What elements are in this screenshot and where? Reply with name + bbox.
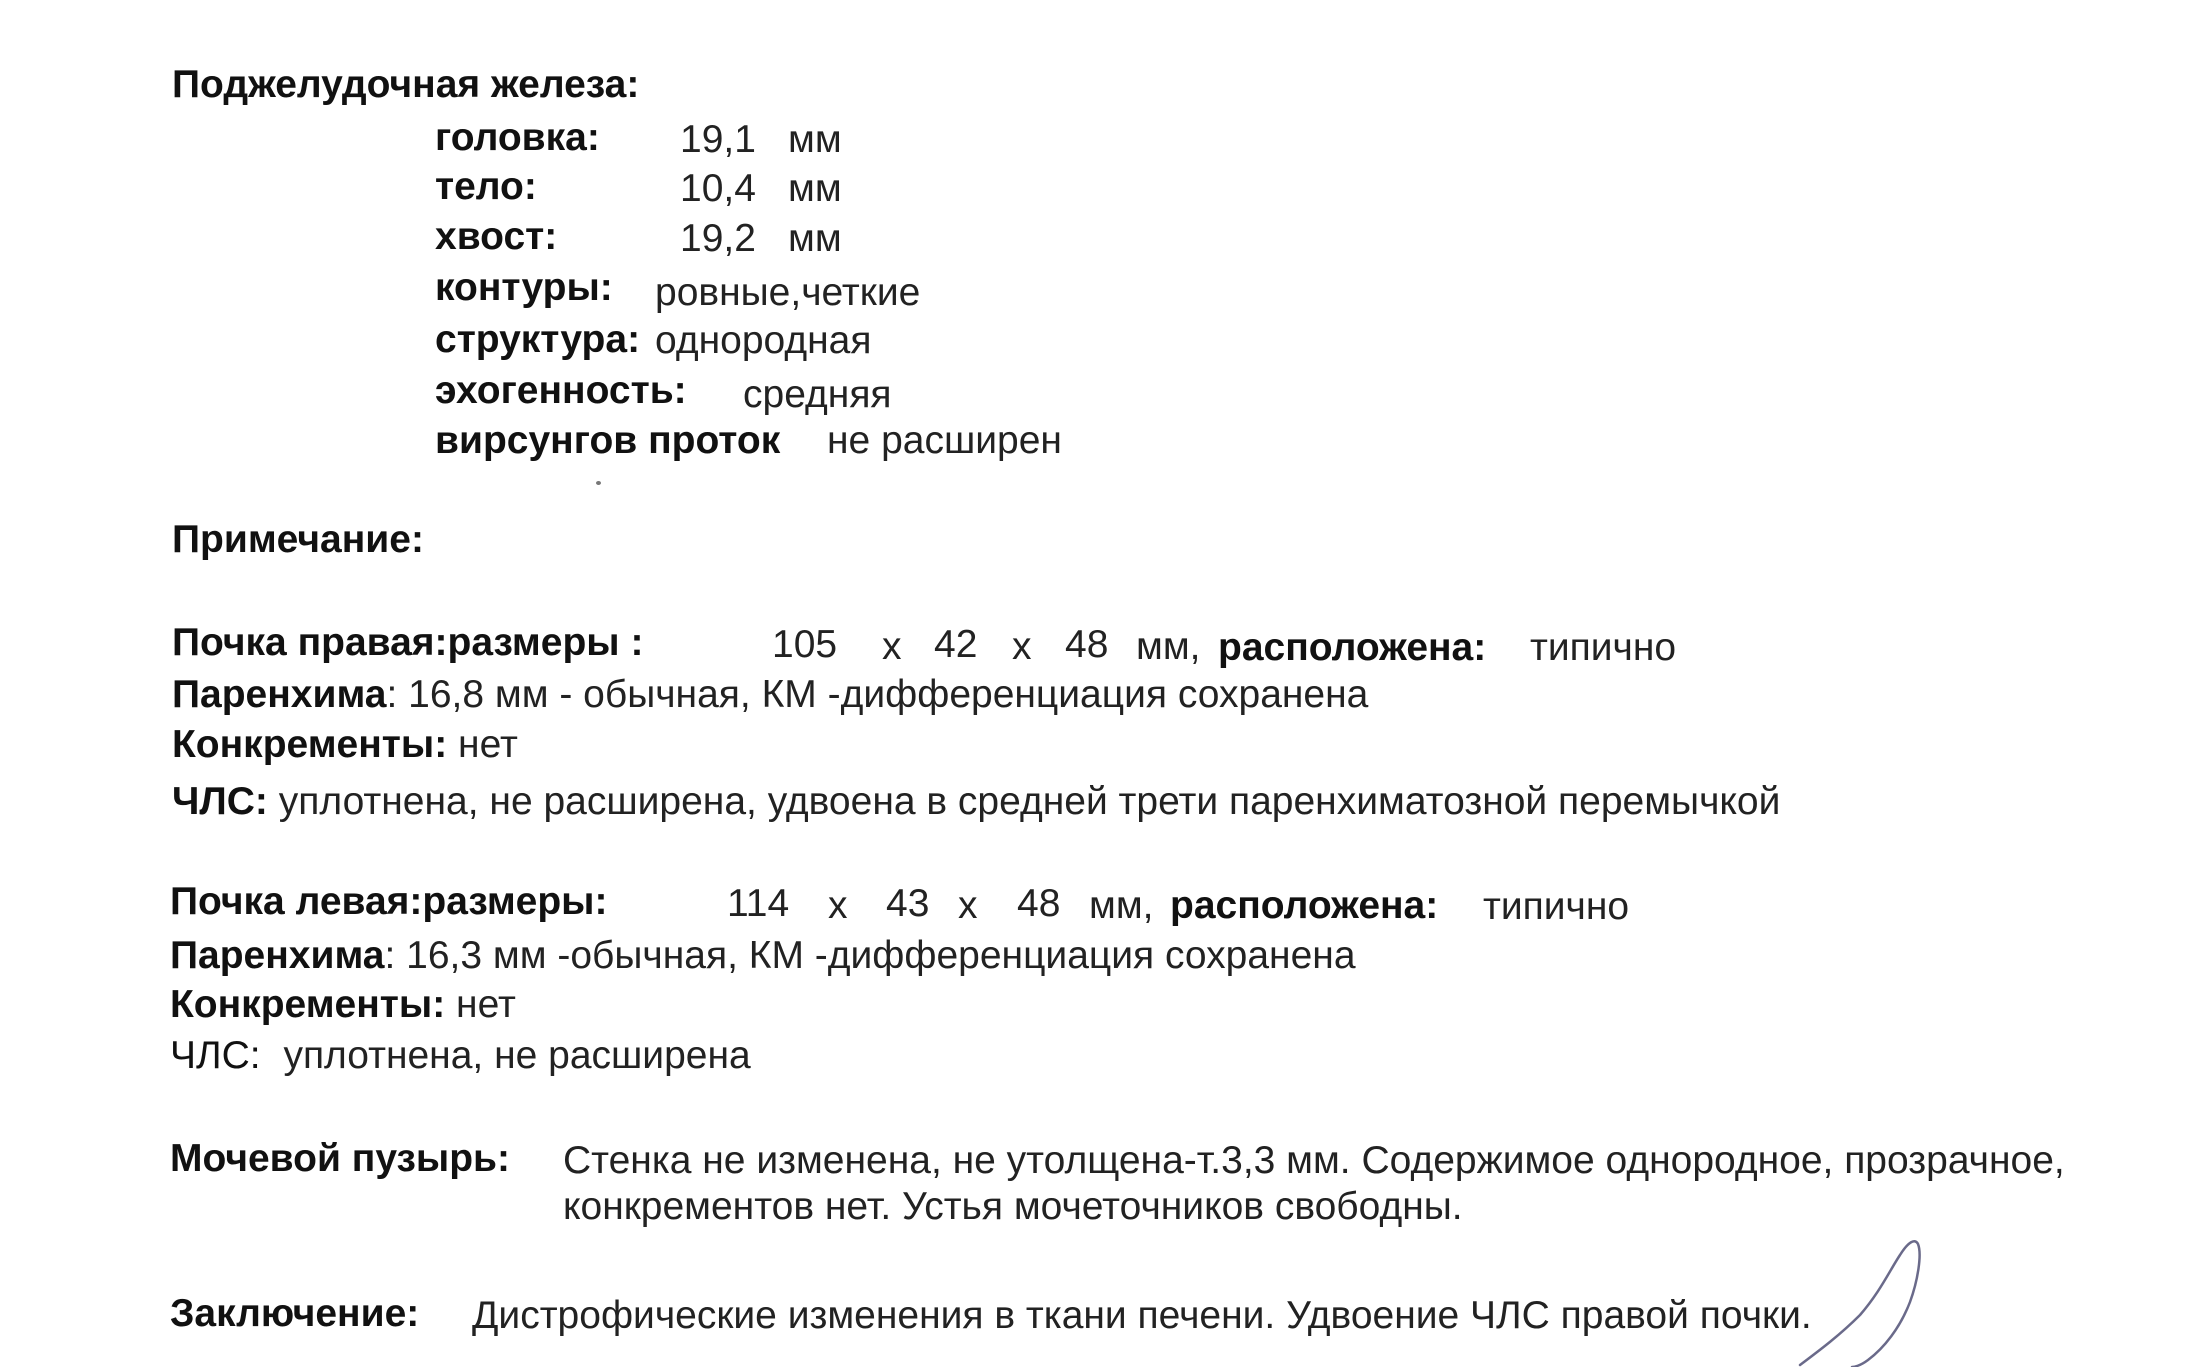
pancreas-structure-value: однородная: [655, 319, 872, 362]
pancreas-structure-label: структура:: [435, 318, 641, 361]
kidney-right-parenchyma-row: [172, 672, 1368, 718]
kidney-left-stones-label: Конкременты:: [170, 983, 446, 1026]
kidney-left-chls-row: [170, 1033, 751, 1079]
kidney-left-dim-2: 43: [886, 882, 930, 925]
kidney-left-dim-1: 114: [727, 882, 790, 925]
kidney-left-times-1: x: [828, 884, 848, 927]
kidney-left-stones-value: нет: [456, 983, 516, 1026]
signature-path: [1800, 1241, 1920, 1367]
conclusion-value: Дистрофические изменения в ткани печени. Удвоение ЧЛС правой почки.: [472, 1294, 1812, 1337]
pancreas-body-unit: мм: [788, 167, 842, 210]
pancreas-title: Поджелудочная железа:: [172, 63, 640, 106]
kidney-right-dim-1: 105: [772, 623, 838, 666]
bladder-text-line-2: конкрементов нет. Устья мочеточников свободны.: [563, 1185, 1463, 1228]
kidney-left-parenchyma-row: [170, 933, 1356, 979]
kidney-left-position-value: типично: [1483, 885, 1630, 928]
pancreas-body-label: тело:: [435, 165, 537, 208]
kidney-right-title: Почка правая:размеры :: [172, 621, 644, 664]
scan-speck: [596, 481, 601, 485]
pancreas-echogenicity-label: эхогенность:: [435, 369, 687, 412]
kidney-left-title: Почка левая:размеры:: [170, 880, 608, 923]
kidney-right-dim-2: 42: [934, 623, 978, 666]
pancreas-echogenicity-value: средняя: [743, 373, 892, 416]
pancreas-contours-value: ровные,четкие: [655, 271, 921, 314]
kidney-left-parenchyma-label: Паренхима: [170, 934, 385, 977]
kidney-right-parenchyma-value: : 16,8 мм - обычная, КМ -дифференциация сохранена: [386, 673, 1369, 716]
kidney-right-chls-value: уплотнена, не расширена, удвоена в средней трети паренхиматозной перемычкой: [278, 780, 1781, 823]
kidney-right-stones-value: нет: [458, 723, 518, 766]
kidney-left-parenchyma-value: : 16,3 мм -обычная, КМ -дифференциация сохранена: [384, 934, 1356, 977]
pancreas-head-label: головка:: [435, 116, 600, 159]
kidney-right-unit: мм,: [1136, 625, 1201, 668]
kidney-left-position-label: расположена:: [1170, 884, 1439, 927]
pancreas-head-unit: мм: [788, 118, 842, 161]
kidney-left-unit: мм,: [1089, 884, 1154, 927]
bladder-label: Мочевой пузырь:: [170, 1137, 510, 1180]
kidney-right-chls-row: [172, 779, 1780, 825]
cut-off-previous-line: [440, 0, 890, 4]
note-label: Примечание:: [172, 518, 424, 561]
kidney-left-chls-value: уплотнена, не расширена: [283, 1034, 751, 1077]
pancreas-duct-value: не расширен: [827, 419, 1062, 462]
kidney-left-stones-row: [170, 982, 516, 1028]
kidney-left-chls-label: ЧЛС:: [170, 1034, 261, 1077]
kidney-right-position-value: типично: [1530, 626, 1677, 669]
pancreas-tail-label: хвост:: [435, 215, 558, 258]
kidney-left-times-2: x: [958, 884, 978, 927]
pancreas-head-value: 19,1: [680, 118, 756, 161]
kidney-right-chls-label: ЧЛС:: [172, 780, 268, 823]
conclusion-label: Заключение:: [170, 1292, 420, 1335]
pancreas-tail-value: 19,2: [680, 217, 756, 260]
bladder-text-line-1: Стенка не изменена, не утолщена-т.3,3 мм. Содержимое однородное, прозрачное,: [563, 1139, 2065, 1182]
kidney-right-times-2: x: [1012, 625, 1032, 668]
kidney-left-dim-3: 48: [1017, 882, 1061, 925]
pancreas-tail-unit: мм: [788, 217, 842, 260]
kidney-right-stones-row: [172, 722, 518, 768]
kidney-right-dim-3: 48: [1065, 623, 1109, 666]
pancreas-body-value: 10,4: [680, 167, 756, 210]
pancreas-head-row: [435, 115, 600, 161]
kidney-right-stones-label: Конкременты:: [172, 723, 448, 766]
kidney-right-position-label: расположена:: [1218, 626, 1487, 669]
pancreas-contours-label: контуры:: [435, 266, 613, 309]
signature-stroke: [1760, 1230, 2000, 1367]
kidney-right-times-1: x: [882, 625, 902, 668]
pancreas-duct-label: вирсунгов проток: [435, 419, 781, 462]
kidney-right-parenchyma-label: Паренхима: [172, 673, 387, 716]
